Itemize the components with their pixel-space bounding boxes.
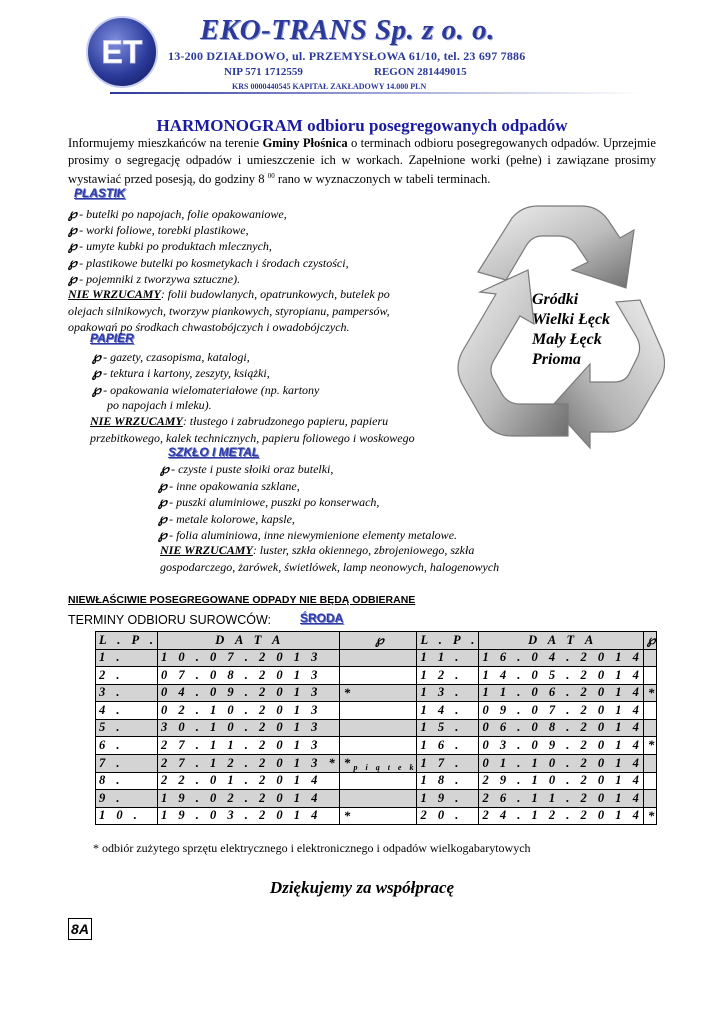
row-number: 6 .: [96, 737, 158, 755]
town-name: Mały Łęck: [532, 331, 602, 348]
row-marker: [339, 667, 417, 685]
row-number: 3 .: [96, 684, 158, 702]
list-item: ℘ - worki foliowe, torebki plastikowe,: [68, 222, 249, 237]
company-regon: REGON 281449015: [374, 66, 467, 78]
row-date: 0 3 . 0 9 . 2 0 1 4: [479, 737, 643, 755]
bullet-icon: ℘: [92, 349, 102, 364]
table-row: [96, 737, 657, 755]
row-marker: [339, 702, 417, 720]
row-marker: [643, 702, 656, 720]
row-number: 1 9 .: [417, 790, 479, 808]
row-date: 1 6 . 0 4 . 2 0 1 4: [479, 649, 643, 667]
schedule-table: [95, 631, 657, 825]
row-marker: *: [643, 807, 656, 825]
row-marker: [643, 719, 656, 737]
notice-improper-waste: NIEWŁAŚCIWIE POSEGREGOWANE ODPADY NIE BĘDĄ ODBIERANE: [68, 594, 416, 606]
bullet-icon: ℘: [68, 271, 78, 286]
bullet-icon: ℘: [158, 511, 168, 526]
row-date: 0 2 . 1 0 . 2 0 1 3: [157, 702, 339, 720]
intro-text-2: o terminach odbioru posegregowanych odpadów. Uprzejmie prosimy o segregację odpadów i umieszczenie ich w workach. Zapełnione worki (pełne) i zawiązane prosimy wystawiać przed posesją, do godziny 8: [68, 136, 656, 187]
row-date: 2 7 . 1 2 . 2 0 1 3 *: [157, 754, 339, 772]
row-number: 2 .: [96, 667, 158, 685]
row-date: 2 2 . 0 1 . 2 0 1 4: [157, 772, 339, 790]
row-marker: [339, 790, 417, 808]
row-date: 2 9 . 1 0 . 2 0 1 4: [479, 772, 643, 790]
company-name: EKO-TRANS Sp. z o. o.: [200, 14, 495, 46]
page-label: 8A: [68, 918, 92, 940]
heading-szklo-metal: SZKŁO I METAL: [168, 445, 260, 459]
row-date: 1 1 . 0 6 . 2 0 1 4: [479, 684, 643, 702]
list-item: ℘ - tektura i kartony, zeszyty, książki,: [92, 365, 270, 380]
row-date: 1 9 . 0 2 . 2 0 1 4: [157, 790, 339, 808]
row-date: 0 1 . 1 0 . 2 0 1 4: [479, 754, 643, 772]
town-name: Wielki Łęck: [532, 311, 611, 328]
list-item: ℘ - inne opakowania szklane,: [158, 478, 300, 493]
terminy-label: TERMINY ODBIORU SUROWCÓW:: [68, 613, 272, 627]
plastik-exclusions: NIE WRZUCAMY: folii budowlanych, opatrunkowych, butelek po olejach silnikowych, tworzyw piankowych, styropianu, pampersów, opakowań po środkach chwastobójczych i owadobójczych.: [68, 287, 390, 334]
row-date: 2 4 . 1 2 . 2 0 1 4: [479, 807, 643, 825]
row-number: 1 .: [96, 649, 158, 667]
day-label: ŚRODA: [300, 611, 344, 625]
list-item: ℘ - metale kolorowe, kapsle,: [158, 511, 295, 526]
town-name: Gródki: [532, 291, 579, 308]
nie-wrzucamy-label: NIE WRZUCAMY: [160, 543, 253, 557]
col-header: D A T A: [479, 632, 643, 650]
table-row: [96, 702, 657, 720]
row-number: 1 6 .: [417, 737, 479, 755]
bullet-icon: ℘: [158, 478, 168, 493]
row-marker: [643, 790, 656, 808]
heading-papier: PAPIER: [90, 331, 134, 345]
list-item: ℘ - czyste i puste słoiki oraz butelki,: [160, 461, 334, 476]
row-date: 3 0 . 1 0 . 2 0 1 3: [157, 719, 339, 737]
bullet-icon: ℘: [92, 365, 102, 380]
row-marker: [643, 649, 656, 667]
nie-wrzucamy-label: NIE WRZUCAMY: [90, 414, 183, 428]
towns-list: [532, 290, 610, 370]
bullet-icon: ℘: [160, 461, 170, 476]
intro-hour-sup: 00: [267, 172, 275, 180]
row-date: 0 7 . 0 8 . 2 0 1 3: [157, 667, 339, 685]
intro-paragraph: [68, 135, 656, 188]
row-number: 1 8 .: [417, 772, 479, 790]
bullet-icon: ℘: [68, 255, 78, 270]
row-number: 1 1 .: [417, 649, 479, 667]
list-item: ℘ - pojemniki z tworzywa sztuczne).: [68, 271, 241, 286]
papier-exclusions: NIE WRZUCAMY: tłustego i zabrudzonego papieru, papieru przebitkowego, kalek technicznych, papieru foliowego i woskowego: [90, 414, 415, 445]
bullet-icon: ℘: [158, 527, 168, 542]
heading-plastik: PLASTIK: [74, 186, 126, 200]
row-number: 8 .: [96, 772, 158, 790]
col-header: ℘: [643, 632, 656, 650]
thanks-text: Dziękujemy za współpracę: [269, 878, 455, 897]
szklo-exclusions: NIE WRZUCAMY: luster, szkła okiennego, zbrojeniowego, szkła gospodarczego, żarówek, świetlówek, lamp neonowych, halogenowych: [160, 543, 500, 574]
col-header: L . P .: [417, 632, 479, 650]
row-marker: *: [339, 684, 417, 702]
intro-gmina: Gminy Płośnica: [262, 136, 348, 150]
company-logo: [84, 14, 160, 90]
row-marker: [339, 649, 417, 667]
list-item: ℘ - puszki aluminiowe, puszki po konserwach,: [158, 494, 380, 509]
bullet-icon: ℘: [92, 382, 102, 397]
col-header: D A T A: [157, 632, 339, 650]
row-marker-star: *: [343, 754, 351, 770]
row-date: 0 9 . 0 7 . 2 0 1 4: [479, 702, 643, 720]
row-marker: [643, 667, 656, 685]
row-marker: [643, 754, 656, 772]
row-marker: *: [643, 737, 656, 755]
table-row: [96, 790, 657, 808]
list-item: ℘ - opakowania wielomateriałowe (np. kartony: [92, 382, 320, 397]
table-row: [96, 667, 657, 685]
row-number: 5 .: [96, 719, 158, 737]
row-number: 1 2 .: [417, 667, 479, 685]
row-date: 2 6 . 1 1 . 2 0 1 4: [479, 790, 643, 808]
page-title: HARMONOGRAM odbioru posegregowanych odpadów: [156, 116, 568, 135]
logo-text: ET: [101, 34, 143, 70]
list-item: ℘ - umyte kubki po produktach mlecznych,: [68, 238, 272, 253]
row-marker: [643, 772, 656, 790]
table-row: [96, 754, 657, 772]
company-nip: NIP 571 1712559: [224, 66, 303, 78]
row-number: 7 .: [96, 754, 158, 772]
list-item: ℘ - butelki po napojach, folie opakowaniowe,: [68, 206, 287, 221]
row-date: 1 0 . 0 7 . 2 0 1 3: [157, 649, 339, 667]
row-number: 1 5 .: [417, 719, 479, 737]
bullet-icon: ℘: [158, 494, 168, 509]
col-header: L . P .: [96, 632, 158, 650]
row-number: 4 .: [96, 702, 158, 720]
row-number: 1 3 .: [417, 684, 479, 702]
bullet-icon: ℘: [68, 238, 78, 253]
row-marker: *: [643, 684, 656, 702]
row-date: 1 4 . 0 5 . 2 0 1 4: [479, 667, 643, 685]
town-name: Prioma: [532, 351, 581, 368]
row-marker-note: p i ą t e k: [353, 762, 417, 772]
table-row: [96, 684, 657, 702]
list-item: ℘ - folia aluminiowa, inne niewymienione elementy metalowe.: [158, 527, 458, 542]
table-header-row: [96, 632, 657, 650]
col-header: ℘: [339, 632, 417, 650]
row-date: 2 7 . 1 1 . 2 0 1 3: [157, 737, 339, 755]
table-row: [96, 719, 657, 737]
row-date: 0 6 . 0 8 . 2 0 1 4: [479, 719, 643, 737]
intro-text-3: rano w wyznaczonych w tabeli terminach.: [274, 172, 491, 187]
bullet-icon: ℘: [68, 206, 78, 221]
company-address: 13-200 DZIAŁDOWO, ul. PRZEMYSŁOWA 61/10, tel. 23 697 7886: [168, 49, 526, 63]
nie-wrzucamy-label: NIE WRZUCAMY: [68, 287, 161, 301]
row-marker: *: [339, 807, 417, 825]
bullet-icon: ℘: [68, 222, 78, 237]
row-marker: [339, 719, 417, 737]
company-krs: KRS 0000440545 KAPITAŁ ZAKŁADOWY 14.000 PLN: [232, 82, 427, 91]
row-marker: [339, 754, 417, 772]
table-row: [96, 772, 657, 790]
list-item: ℘ - gazety, czasopisma, katalogi,: [92, 349, 250, 364]
row-number: 1 0 .: [96, 807, 158, 825]
table-row: [96, 807, 657, 825]
row-date: 1 9 . 0 3 . 2 0 1 4: [157, 807, 339, 825]
row-number: 9 .: [96, 790, 158, 808]
header-divider: [110, 92, 640, 94]
list-item: ℘ - plastikowe butelki po kosmetykach i środach czystości,: [68, 255, 349, 270]
row-date: 0 4 . 0 9 . 2 0 1 3: [157, 684, 339, 702]
row-number: 1 7 .: [417, 754, 479, 772]
list-item-cont: po napojach i mleku).: [107, 398, 212, 412]
row-number: 1 4 .: [417, 702, 479, 720]
row-marker: [339, 772, 417, 790]
intro-text-1: Informujemy mieszkańców na terenie: [68, 136, 263, 150]
footnote: * odbiór zużytego sprzętu elektrycznego i elektronicznego i odpadów wielkogabarytowych: [93, 841, 531, 855]
row-marker: [339, 737, 417, 755]
row-number: 2 0 .: [417, 807, 479, 825]
table-row: [96, 649, 657, 667]
